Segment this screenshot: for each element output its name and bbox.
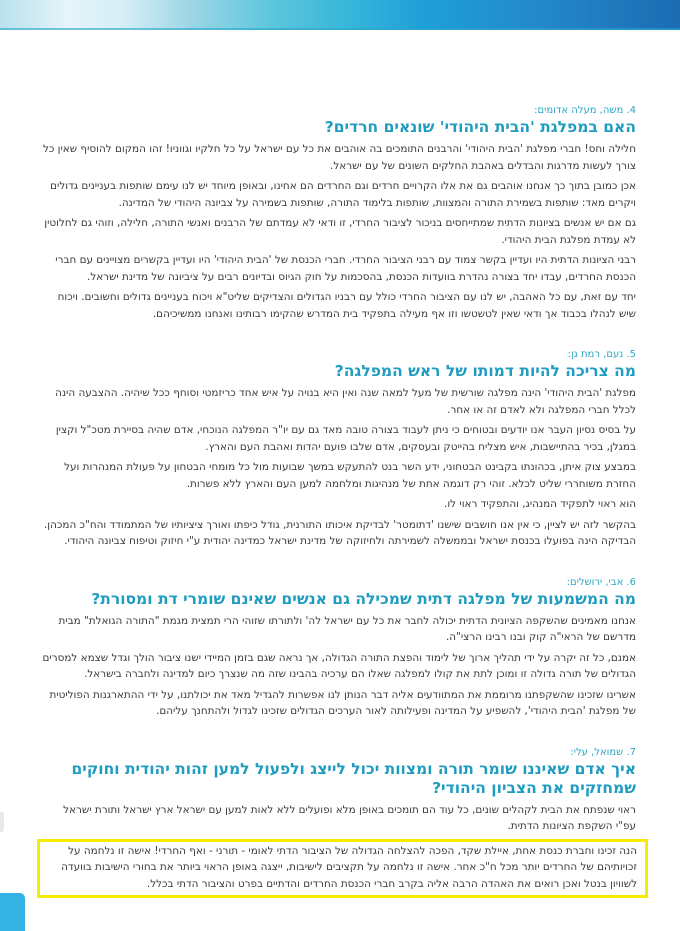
- qa-section-7: [41, 746, 636, 899]
- question-heading: איך אדם שאיננו שומר תורה ומצוות יכול לייצג ולפעול למען זהות יהודית וחוקים שמחזקים את הצביון היהודי?: [71, 759, 636, 797]
- highlighted-passage: [37, 839, 648, 899]
- asker-name: 7. שמואל, עלי:: [570, 746, 636, 758]
- answer-paragraph: ראוי שנפתח את הבית לקהלים שונים, כל עוד הם תומכים באופן מלא ופועלים ללא לאות למען עם ישראל ארץ ישראל ותורת ישראל עפ"י השקפת הציונות הדתית.: [63, 803, 636, 832]
- answer-paragraph: גם אם יש אנשים בציונות הדתית שמתייחסים בניכור לציבור החרדי, זו ודאי לא עמדתם של הרבנים ואנשי התורה, חלילה, וזוהי גם לחלוטין לא עמדת מפלגת הבית היהודי.: [44, 217, 636, 246]
- qa-document: [41, 104, 636, 924]
- question-heading: האם במפלגת 'הבית היהודי' שונאים חרדים?: [324, 118, 636, 136]
- answer-paragraph: במבצע צוק איתן, בכהונתו בקבינט הבטחוני, ידע השר בנט להתעקש במשך שבועות מול כל מומחי הבטחון על פעולת המנהרות ועל החזרת משוחררי שליט לכלא. זוהי רק דוגמה אחת של מנהיגות ומלחמה למען העם והארץ ללא פשרות.: [64, 461, 636, 490]
- answer-paragraph: אנחנו מאמינים שהשקפה הציונית הדתית יכולה לחבר את כל עם ישראל לה' ולתורתו שזוהי הרי תמצית מגמת "התורה הגואלת" מבית מדרשם של הראי"ה קוק ובנו רבינו הרצי"ה.: [58, 614, 636, 643]
- answer-paragraph: רבני הציונות הדתית היו ועדיין בקשר צמוד עם רבני הציבור החרדי. חברי הכנסת של 'הבית היהודי' היו ועדיין בקשרים מצויינים עם חברי הכנסת החרדים, עבדו יחד בצורה נהדרת בוועדות הכנסת, בהסכמות על חוק הגיוס ובדיונים רבים על ציביונה של מדינת ישראל.: [55, 254, 636, 283]
- answer-paragraph: חלילה וחס! חברי מפלגת 'הבית היהודי' והרבנים התומכים בה אוהבים את כל עם ישראל על כל חלקיו וגווניו! זהו המקום להוסיף שאין כל צורך לעשות מדרגות והבדלים באהבת החלקים השונים של עם ישראל.: [42, 143, 636, 172]
- qa-section-5: [41, 348, 636, 550]
- answer-paragraph: בהקשר לזה יש לציין, כי אין אנו חושבים שישנו 'דתומטר' לבדיקת איכותו התורנית, גודל כיפתו ואורך ציציותיו של המתמודד והח"כ המכהן. הבדיקה הינה בפועלו בכנסת ישראל ובממשלה לשמירתה ולחיזוקה של מדינת ישראל כמדינה יהודית ע"י חיזוק וטיפוח צביונה היהודי.: [43, 518, 636, 547]
- qa-section-4: [41, 104, 636, 322]
- page-corner-tab: [0, 893, 25, 931]
- header-gradient-banner: [0, 0, 680, 30]
- qa-section-6: [41, 576, 636, 720]
- answer-paragraph: יחד עם זאת, עם כל האהבה, יש לנו עם הציבור החרדי כולל עם רבניו הגדולים והצדיקים שליט"א ויכוח בעניינים גדולים וחשובים. ויכוח שיש לנהלו בכבוד אך ודאי שאין לטשטשו וזו אף מעילה בתפקיד בית המדרש שהקימו רבותינו ואנחנו ממשיכיהם.: [57, 291, 636, 320]
- question-heading: מה צריכה להיות דמותו של ראש המפלגה?: [334, 362, 636, 380]
- asker-name: 5. נעם, רמת גן:: [567, 349, 636, 360]
- answer-paragraph: אמנם, כל זה יקרה על ידי תהליך ארוך של לימוד והפצת התורה הגדולה, אך נראה שגם בזמן המיידי ישנו ציבור הולך וגדל שצמא למסרים הגדולים של תורה גדולה זו ומוכן לתת את קולו למפלגה שאלו הם ערכיה בהבינו שזה מה שנצרך כיום למדינה ולחברה בישראל.: [42, 651, 636, 680]
- asker-name: 4. משה, מעלה אדומים:: [534, 105, 636, 116]
- answer-paragraph: הוא ראוי לתפקיד המנהיג, והתפקיד ראוי לו.: [444, 498, 636, 510]
- answer-paragraph: מפלגת 'הבית היהודי' הינה מפלגה שורשית של מעל למאה שנה ואין היא בנויה על איש אחד כריזמטי וסוחף ככל שיהיה. ההצבעה הינה לכלל חברי המפלגה ולא לאדם זה או אחר.: [55, 387, 636, 416]
- highlighted-paragraph: הנה זכינו וחברת כנסת אחת, איילת שקד, הפכה להצלחה הגדולה של הציבור הדתי לאומי - תורני - ואף החרדי! אישה זו נלחמה על זכויותיהם של החרדים יותר מכל ח"כ אחר. אישה זו נלחמה על תקציבים לישיבות, ייצגה באופן הראוי ביותר את בחורי הישיבות בוועדה לשוויון בנטל ואכן רואים את האהדה הרבה אליה בקרב חברי הכנסת החרדים והדתיים בפרט והציבור הדתי בכלל.: [61, 844, 637, 890]
- answer-paragraph: אשרינו שזכינו שהשקפתנו מרוממת את המתוודעים אליה דבר הנותן לנו אפשרות להגדיל מאד את יכולתנו, על ידי ההתארגנות הפוליטית של מפלגת 'הבית היהודי', להשפיע על המדינה ופעילותה לאור הערכים הגדולים שזכינו לגדול ולהתחנך עליהם.: [49, 688, 636, 717]
- asker-name: 6. אבי, ירושלים:: [566, 576, 636, 588]
- answer-paragraph: על בסיס נסיון העבר אנו יודעים ובטוחים כי ניתן לעבוד בצורה טובה מאד גם עם יו"ר המפלגה הנוכחי, אדם שהיה בסיירת מטכ"ל וקצין במגלן, בכיר בהתיישבות, איש מצליח בהייטק ובעסקים, אדם שלבו פועם יהדות ואהבת העם והארץ.: [55, 424, 636, 453]
- page-edge-tab: [0, 812, 4, 832]
- answer-paragraph: אכן כמובן בתוך כך אנחנו אוהבים גם את אלו הקרויים חרדים וגם החרדים הם אחינו, ובאופן מיוחד יש לנו עימם שותפות בעניינים גדולים ויקרים מאד: שותפות בשמירת התורה והמצוות, שותפות בלימוד התורה, שותפות בשמירה על צביונה היהודי של המדינה.: [50, 180, 636, 209]
- question-heading: מה המשמעות של מפלגה דתית שמכילה גם אנשים שאינם שומרי דת ומסורת?: [91, 589, 636, 608]
